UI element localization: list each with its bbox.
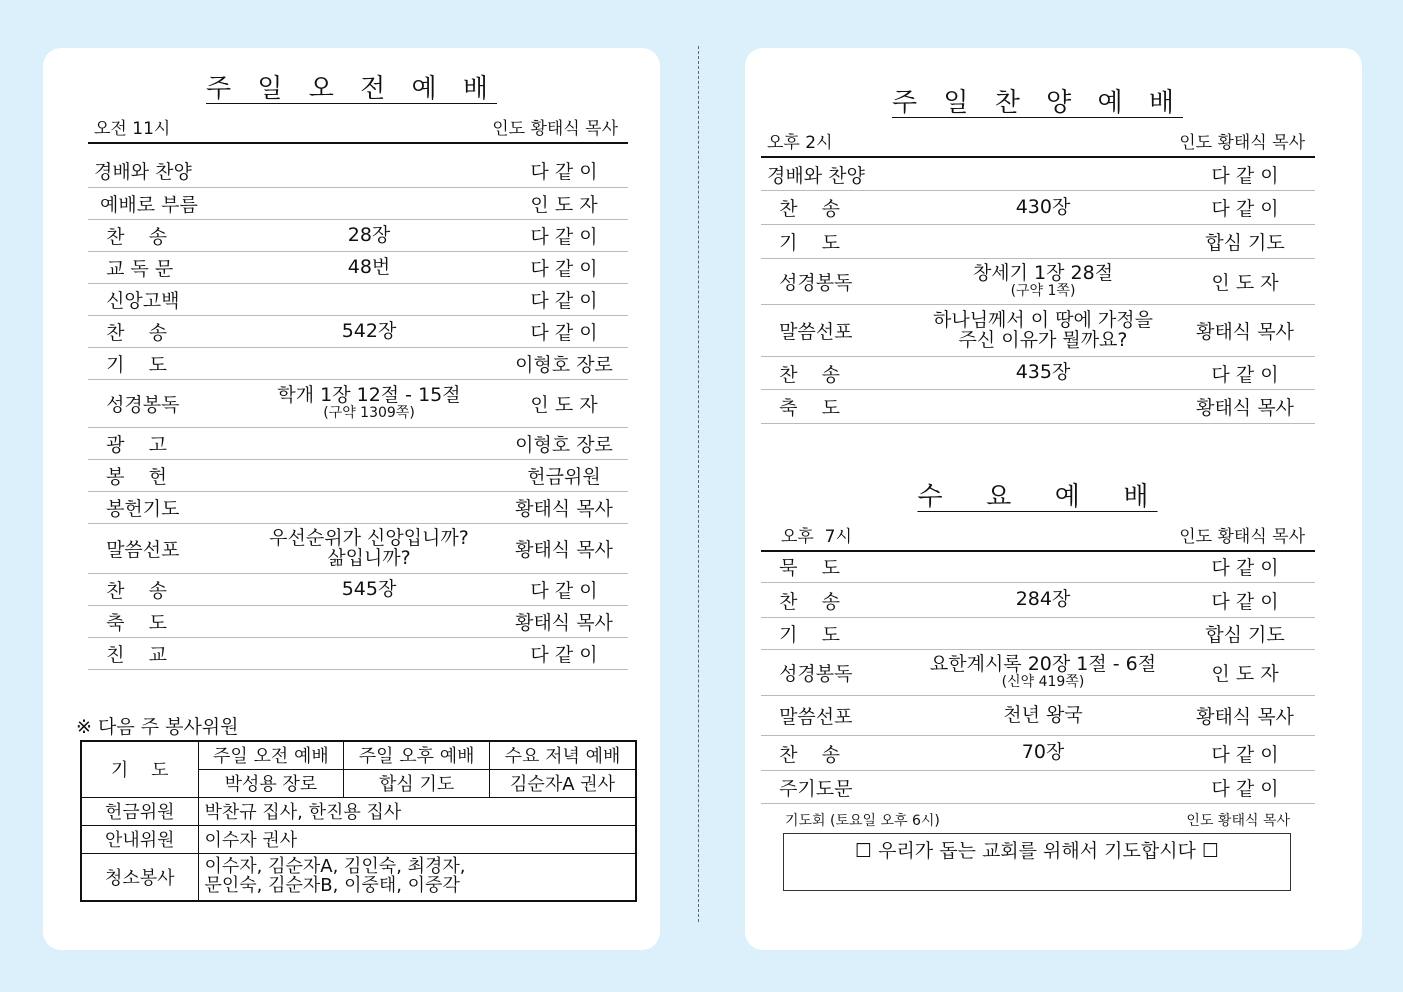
order-item-detail-main: 요한계시록 20장 1절 - 6절 bbox=[929, 653, 1157, 676]
morning-service-title: 주 일 오 전 예 배 bbox=[205, 74, 498, 104]
order-item-name: 주기도문 bbox=[767, 777, 853, 800]
order-row bbox=[88, 380, 628, 428]
vol-col-afternoon: 주일 오후 예배 bbox=[344, 741, 490, 769]
order-row bbox=[761, 259, 1315, 305]
order-item-detail-main: 48번 bbox=[347, 255, 391, 278]
order-item-leader: 다 같 이 bbox=[530, 226, 598, 248]
prayer-meeting-time: 기도회 (토요일 오후 6시) bbox=[785, 813, 940, 829]
vol-cleaning-line-2: 문인숙, 김순자B, 이중태, 이중각 bbox=[204, 874, 460, 896]
order-row bbox=[761, 583, 1315, 618]
order-row bbox=[88, 574, 628, 606]
order-row bbox=[88, 428, 628, 460]
order-row bbox=[88, 220, 628, 252]
order-item-leader: 다 같 이 bbox=[530, 580, 598, 602]
order-item-leader: 다 같 이 bbox=[530, 290, 598, 312]
order-item-detail bbox=[911, 195, 1175, 218]
order-item-name: 경배와 찬양 bbox=[767, 164, 865, 187]
volunteer-heading: ※ 다음 주 봉사위원 bbox=[76, 716, 239, 738]
afternoon-service-time: 오후 2시 bbox=[767, 133, 833, 153]
wednesday-service-time: 오후 7시 bbox=[781, 527, 852, 547]
order-item-name: 친 교 bbox=[94, 644, 167, 666]
order-row bbox=[761, 771, 1315, 804]
order-row bbox=[88, 348, 628, 380]
order-item-leader: 다 같 이 bbox=[530, 322, 598, 344]
order-row bbox=[761, 158, 1315, 191]
order-item-name: 찬 송 bbox=[767, 743, 840, 766]
volunteer-table bbox=[80, 740, 637, 902]
order-item-leader: 다 같 이 bbox=[1211, 590, 1279, 613]
order-item-leader: 황태식 목사 bbox=[515, 612, 613, 634]
order-item-detail-main: 학개 1장 12절 - 15절 bbox=[277, 384, 461, 407]
afternoon-service-meta bbox=[761, 128, 1315, 158]
afternoon-order-list bbox=[761, 158, 1315, 424]
vol-col-morning: 주일 오전 예배 bbox=[198, 741, 344, 769]
vol-cleaning-line-1: 이수자, 김순자A, 김인숙, 최경자, bbox=[204, 855, 466, 877]
order-row bbox=[88, 252, 628, 284]
order-item-name: 축 도 bbox=[767, 397, 840, 419]
order-row bbox=[761, 696, 1315, 736]
vol-col-wednesday: 수요 저녁 예배 bbox=[490, 741, 636, 769]
order-item-name: 성경봉독 bbox=[94, 394, 180, 416]
vol-val-wednesday: 김순자A 권사 bbox=[490, 769, 636, 797]
order-item-name: 성경봉독 bbox=[767, 272, 853, 294]
fold-divider bbox=[698, 46, 699, 922]
order-item-leader: 인 도 자 bbox=[1211, 272, 1279, 294]
order-item-name: 묵 도 bbox=[767, 556, 840, 579]
wednesday-order-list bbox=[761, 550, 1315, 804]
afternoon-service-title: 주 일 찬 양 예 배 bbox=[891, 88, 1184, 118]
order-row bbox=[88, 284, 628, 316]
prayer-request-box: ☐ 우리가 돕는 교회를 위해서 기도합시다 ☐ bbox=[783, 833, 1291, 891]
morning-service-time: 오전 11시 bbox=[94, 119, 171, 139]
morning-service-leader: 인도 황태식 목사 bbox=[492, 119, 618, 139]
order-row bbox=[761, 191, 1315, 225]
order-item-detail bbox=[238, 526, 500, 569]
vol-usher-value: 이수자 권사 bbox=[198, 825, 636, 853]
order-item-name: 찬 송 bbox=[94, 226, 167, 248]
order-item-name: 축 도 bbox=[94, 612, 167, 634]
order-item-name: 말씀선포 bbox=[767, 706, 853, 728]
order-item-leader: 황태식 목사 bbox=[1196, 397, 1294, 419]
order-item-name: 봉 헌 bbox=[94, 466, 167, 488]
order-item-leader: 인 도 자 bbox=[1211, 663, 1279, 685]
order-row bbox=[88, 188, 628, 220]
order-item-name: 찬 송 bbox=[767, 590, 840, 613]
order-item-detail-main: 천년 왕국 bbox=[1003, 703, 1083, 726]
order-item-detail bbox=[911, 743, 1175, 763]
order-item-detail-main: 우선순위가 신앙입니까? bbox=[269, 526, 469, 549]
order-row bbox=[761, 618, 1315, 650]
order-item-leader: 인 도 자 bbox=[530, 394, 598, 416]
order-item-detail-main: 435장 bbox=[1015, 361, 1071, 384]
order-item-leader: 황태식 목사 bbox=[1196, 706, 1294, 728]
order-item-leader: 다 같 이 bbox=[530, 258, 598, 280]
order-item-name: 성경봉독 bbox=[767, 663, 853, 685]
order-item-detail-main: 창세기 1장 28절 bbox=[972, 262, 1114, 285]
order-item-name: 찬 송 bbox=[767, 198, 840, 220]
order-item-leader: 인 도 자 bbox=[530, 194, 598, 216]
afternoon-service-leader: 인도 황태식 목사 bbox=[1179, 133, 1305, 153]
order-item-detail-sub: (신약 419쪽) bbox=[1001, 674, 1085, 691]
order-item-leader: 다 같 이 bbox=[530, 644, 598, 666]
order-item-leader: 이형호 장로 bbox=[515, 354, 613, 376]
order-item-leader: 합심 기도 bbox=[1205, 624, 1285, 646]
vol-val-morning: 박성용 장로 bbox=[198, 769, 344, 797]
order-row bbox=[761, 390, 1315, 424]
order-item-detail bbox=[911, 590, 1175, 610]
order-item-leader: 다 같 이 bbox=[530, 161, 598, 183]
order-row bbox=[761, 736, 1315, 771]
order-item-leader: 다 같 이 bbox=[1211, 743, 1279, 766]
order-item-leader: 황태식 목사 bbox=[1196, 321, 1294, 343]
order-item-detail bbox=[238, 386, 500, 421]
order-item-detail bbox=[911, 363, 1175, 383]
order-row bbox=[88, 638, 628, 670]
order-item-name: 기 도 bbox=[767, 232, 840, 254]
order-row bbox=[88, 524, 628, 574]
order-item-detail-sub: 삶입니까? bbox=[327, 546, 411, 569]
prayer-meeting-leader: 인도 황태식 목사 bbox=[1186, 813, 1290, 829]
order-item-leader: 다 같 이 bbox=[1211, 198, 1279, 220]
order-item-detail bbox=[238, 223, 500, 246]
evening-services-panel bbox=[745, 48, 1362, 950]
prayer-meeting-info bbox=[785, 810, 1290, 830]
vol-cleaning-label: 청소봉사 bbox=[81, 853, 198, 901]
order-item-detail bbox=[911, 264, 1175, 299]
vol-cleaning-value bbox=[198, 853, 636, 901]
order-item-name: 기 도 bbox=[767, 624, 840, 646]
order-item-detail-main: 284장 bbox=[1015, 588, 1071, 611]
order-item-detail-main: 430장 bbox=[1015, 195, 1071, 218]
vol-val-afternoon: 합심 기도 bbox=[344, 769, 490, 797]
order-item-detail bbox=[911, 703, 1175, 726]
order-row bbox=[761, 357, 1315, 390]
order-item-leader: 황태식 목사 bbox=[515, 539, 613, 561]
order-item-name: 말씀선포 bbox=[767, 321, 853, 343]
order-item-detail bbox=[238, 319, 500, 342]
morning-service-panel bbox=[43, 48, 660, 950]
order-item-leader: 다 같 이 bbox=[1211, 363, 1279, 386]
vol-offering-value: 박찬규 집사, 한진용 집사 bbox=[198, 797, 636, 825]
order-row bbox=[88, 316, 628, 348]
order-row bbox=[761, 305, 1315, 357]
vol-prayer-label: 기 도 bbox=[81, 741, 198, 797]
order-item-leader: 다 같 이 bbox=[1211, 164, 1279, 187]
order-item-name: 말씀선포 bbox=[94, 539, 180, 561]
morning-order-list bbox=[88, 154, 628, 670]
wednesday-service-title: 수 요 예 배 bbox=[917, 482, 1158, 512]
vol-usher-label: 안내위원 bbox=[81, 825, 198, 853]
order-item-name: 기 도 bbox=[94, 354, 167, 376]
order-item-name: 찬 송 bbox=[94, 322, 167, 344]
order-row bbox=[88, 154, 628, 188]
order-item-detail-sub: (구약 1309쪽) bbox=[323, 405, 415, 422]
order-item-name: 봉헌기도 bbox=[94, 498, 180, 520]
order-item-name: 찬 송 bbox=[767, 363, 840, 386]
order-row bbox=[761, 550, 1315, 583]
order-item-detail bbox=[238, 577, 500, 600]
order-item-name: 신앙고백 bbox=[94, 290, 180, 312]
wednesday-service-leader: 인도 황태식 목사 bbox=[1179, 527, 1305, 547]
order-row bbox=[88, 606, 628, 638]
order-item-detail-sub: 주신 이유가 뭘까요? bbox=[958, 328, 1128, 351]
order-row bbox=[761, 650, 1315, 696]
order-item-detail-sub: (구약 1쪽) bbox=[1010, 283, 1076, 300]
order-item-detail-main: 545장 bbox=[341, 577, 397, 600]
order-item-leader: 헌금위원 bbox=[527, 466, 601, 488]
order-item-leader: 다 같 이 bbox=[1211, 777, 1279, 800]
order-item-leader: 다 같 이 bbox=[1211, 556, 1279, 579]
order-item-detail-main: 70장 bbox=[1021, 741, 1065, 764]
order-item-leader: 황태식 목사 bbox=[515, 498, 613, 520]
order-item-detail-main: 28장 bbox=[347, 223, 391, 246]
order-item-name: 경배와 찬양 bbox=[94, 161, 192, 183]
vol-offering-label: 헌금위원 bbox=[81, 797, 198, 825]
order-item-detail-main: 542장 bbox=[341, 319, 397, 342]
order-item-leader: 이형호 장로 bbox=[515, 434, 613, 456]
order-item-name: 예배로 부름 bbox=[94, 194, 198, 216]
order-item-name: 광 고 bbox=[94, 434, 167, 456]
order-item-detail bbox=[911, 655, 1175, 690]
order-item-detail bbox=[911, 308, 1175, 351]
order-row bbox=[88, 460, 628, 492]
order-item-name: 찬 송 bbox=[94, 580, 167, 602]
order-row bbox=[88, 492, 628, 524]
order-item-detail bbox=[238, 255, 500, 278]
wednesday-service-meta bbox=[761, 522, 1315, 552]
morning-service-meta bbox=[88, 114, 628, 144]
order-item-leader: 합심 기도 bbox=[1205, 232, 1285, 254]
order-item-detail-main: 하나님께서 이 땅에 가정을 bbox=[932, 308, 1153, 331]
order-item-name: 교 독 문 bbox=[94, 258, 174, 280]
order-row bbox=[761, 225, 1315, 259]
